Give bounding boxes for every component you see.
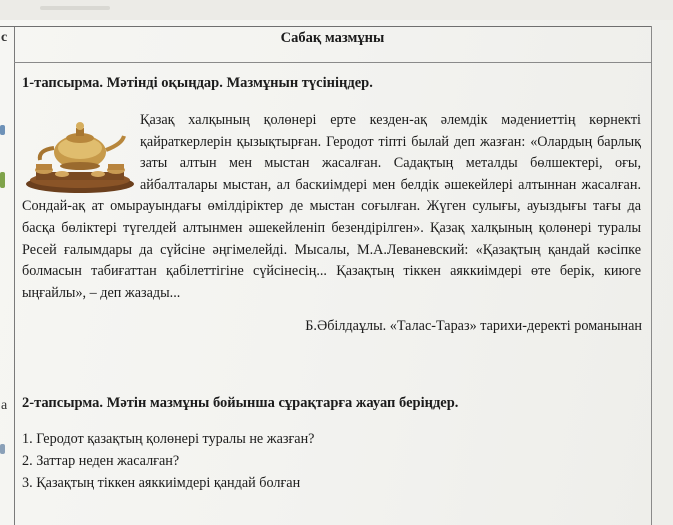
left-column [0, 26, 15, 525]
paragraph-text: Қазақ халқының қолөнері ерте кезден-ақ әлемдік мәдениеттің көрнекті қайраткерлерін қызықтырған. Геродот тіпті былай деп жазған: «Олардың барлық заты алтын мен мыстан жасалған. Садақтың металды бөлшектері, оғы, айбалталары мыстан, ал баскиімдері мен белдік әшекейлері алтыннан жасалған. Сондай-ақ ат омырауындағы өмілдіріктер де мыстан соғылған. Жүген сулығы, ауыздығы тағы да басқа бөліктері түгелдей алтынмен әшекейленіп безендірілген». Қазақ халқының қолөнері туралы Ресей ғалымдары да сүйсіне әңгімелейді. Мысалы, М.А.Леваневский: «Қазақтың қандай кәсіпке болмасын табиғаттан қабілеттігіне сүйсінесің... Қазақтың тіккен аяккиімдері өте берік, киюге ыңғайлы», – деп жазады... [22, 112, 641, 301]
left-fragment-top: с [1, 30, 8, 45]
table-header-title: Сабақ мазмұны [280, 30, 385, 46]
question-item: 3. Қазақтың тіккен аяккиімдері қандай болған [22, 475, 301, 491]
left-fragment-bottom: а [1, 398, 8, 413]
task2-title [22, 395, 458, 412]
task1-title: 1-тапсырма. Мәтінді оқыңдар. Мазмұнын түсініңдер. [22, 75, 373, 91]
table-border-top [0, 26, 652, 27]
table-border-header [14, 62, 652, 63]
task2-number: 2-тапсырма [22, 395, 100, 411]
question-list [22, 428, 314, 494]
question-item: 1. Геродот қазақтың қолөнері туралы не жазған? [22, 431, 315, 447]
table-border-right [651, 26, 652, 525]
left-color-mark [0, 125, 5, 135]
left-color-mark [0, 444, 5, 454]
source-citation: Б.Әбілдаұлы. «Талас-Тараз» тарихи-деректі романынан [305, 318, 642, 334]
left-color-mark [0, 172, 5, 188]
top-edge [0, 0, 673, 20]
question-item: 2. Заттар неден жасалған? [22, 453, 180, 469]
teapot-image [24, 114, 136, 194]
task2-text: . Мәтін мазмұны бойынша сұрақтарға жауап беріңдер. [99, 395, 459, 411]
